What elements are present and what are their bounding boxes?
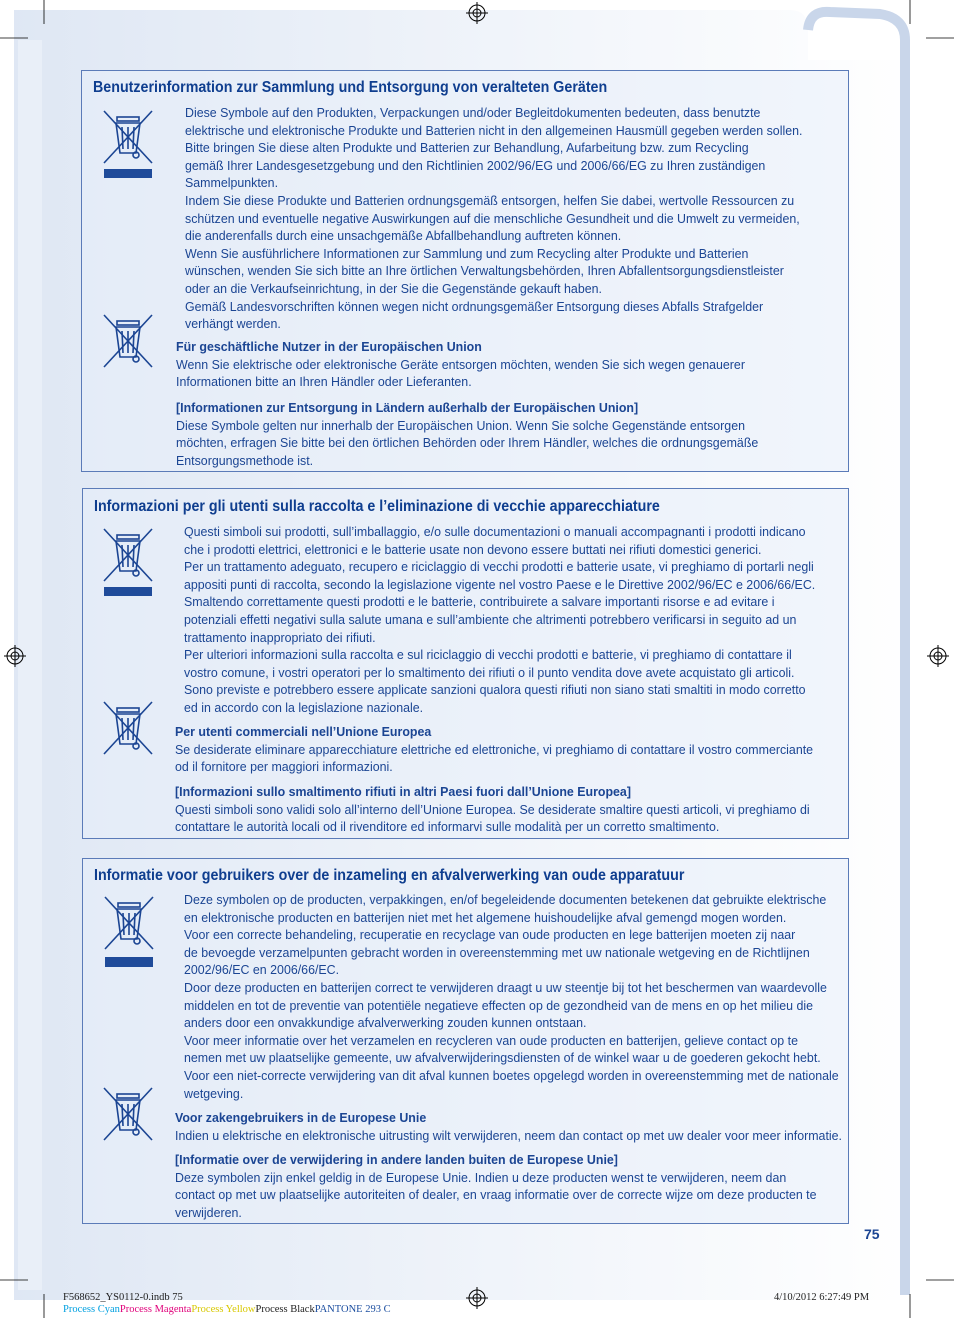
crossed-bin-icon — [100, 107, 158, 179]
process-color-label: Process Black — [255, 1304, 315, 1315]
registration-mark-right — [927, 645, 949, 667]
crossed-bin-icon — [101, 893, 159, 969]
outside-eu-note: [Informationen zur Entsorgung in Ländern außerhalb der Europäischen Union] Diese Symbole gelten nur innerhalb der Europäischen Union. Wenn Sie solche Gegenstände entsorgen möchten, erfragen Sie bitte bei den örtlichen Behörden oder Ihrem Händler, welches die ordnungsgemäße Entsorgungsmethode ist. — [176, 399, 843, 469]
crossed-bin-icon — [100, 311, 158, 373]
registration-mark-top — [466, 2, 488, 24]
crossed-bin-icon — [100, 1084, 158, 1146]
section-heading: Benutzerinformation zur Sammlung und Entsorgung von veralteten Geräten — [93, 79, 608, 96]
section-italian — [82, 488, 849, 839]
business-users-note: Für geschäftliche Nutzer in der Europäischen Union Wenn Sie elektrische oder elektronische Geräte entsorgen möchten, wenden Sie sich wegen genauerer Informationen bitte an Ihren Händler oder Lieferanten. — [176, 338, 843, 391]
section-heading: Informatie voor gebruikers over de inzameling en afvalverwerking van oude apparatuur — [94, 867, 685, 884]
section-body: Questi simboli sui prodotti, sull’imballaggio, e/o sulle documentazioni o manuali accompagnanti i prodotti indicano che i prodotti elettrici, elettronici e le batterie usate non devono essere buttati nei rifiuti domestici generici. Per un trattamento adeguato, recupero e riciclaggio di vecchi prodotti e batterie usate, vi preghiamo di portarli negli appositi punti di raccolta, secondo la legislazione vigente nel vostro Paese e le Direttive 2002/96/EC e 2006/66/EC. Smaltendo correttamente questi prodotti e le batterie, contribuirete a salvare importanti risorse e ad evitare i potenziali effetti negativi sulla salute umana e sull’ambiente che altrimenti potrebbero verificarsi in seguito ad un trattamento inappropriato dei rifiuti. Per ulteriori informazioni sulla raccolta e sul riciclaggio di vecchi prodotti e batterie, vi preghiamo di contattare il vostro comune, i vostri operatori per lo smaltimento dei rifiuti o il punto vendita dove avete acquistato gli articoli. Sono previste e potrebbero essere applicate sanzioni qualora questi rifiuti non siano stati smaltiti in modo corretto ed in accordo con la legislazione nazionale. — [184, 524, 816, 715]
business-users-note: Voor zakengebruikers in de Europese Unie Indien u elektrische en elektronische uitrusting wilt verwijderen, neem dan contact op met uw dealer voor meer informatie. — [175, 1110, 842, 1143]
subheading: Per utenti commerciali nell’Unione Europea — [175, 724, 432, 739]
outside-eu-note: [Informatie over de verwijdering in andere landen buiten de Europese Unie] Deze symbolen zijn enkel geldig in de Europese Unie. Indien u deze producten wenst te verwijderen, neem dan contact op met uw plaatselijke autoriteiten of dealer, en vraag informatie over de correcte wijze om deze producten te verwijderen. — [175, 1151, 842, 1221]
business-users-note: Per utenti commerciali nell’Unione Europea Se desiderate eliminare apparecchiature elettriche ed elettroniche, vi preghiamo di contattare il vostro commerciante od il fornitore per maggiori informazioni. — [175, 723, 842, 776]
footer-process-colors — [63, 1304, 391, 1315]
page-number: 75 — [864, 1226, 880, 1242]
crossed-bin-icon — [100, 698, 158, 760]
outside-eu-note: [Informazioni sullo smaltimento rifiuti in altri Paesi fuori dall’Unione Europea] Questi simboli sono validi solo all’interno dell’Unione Europea. Se desiderate smaltire questi articoli, vi preghiamo di contattare le autorità locali od il rivenditore ed informarvi sulle modalità per un corretto smaltimento. — [175, 783, 842, 836]
crossed-bin-icon — [100, 525, 158, 597]
section-body: Deze symbolen op de producten, verpakkingen, en/of begeleidende documenten betekenen dat gebruikte elektrische en elektronische producten en batterijen niet met het algemene huishoudelijke afval gemengd mogen worden. Voor een correcte behandeling, recuperatie en recyclage van oude producten en lege batterijen moeten zij naar de bevoegde verzamelpunten gebracht worden in overeenstemming met uw nationale wetgeving en de Richtlijnen 2002/96/EC en 2006/66/EC. Door deze producten en batterijen correct te verwijderen draagt u uw steentje bij tot het beschermen van waardevolle middelen en tot de preventie van potentiële negatieve effecten op de gezondheid van de mens en op het milieu die anders door een onvakkundige afvalverwerking zouden kunnen ontstaan. Voor meer informatie over het verzamelen en recycleren van oude producten en batterijen, gelieve contact op te nemen met uw plaatselijke gemeente, uw afvalverwijderingsdiensten of de winkel waar u de goederen gekocht hebt. Voor een niet-correcte verwijdering van dit afval kunnen boetes opgelegd worden in overeenstemming met de nationale wetgeving. — [184, 892, 839, 1101]
subheading: [Informationen zur Entsorgung in Ländern außerhalb der Europäischen Union] — [176, 400, 639, 415]
subheading: Voor zakengebruikers in de Europese Unie — [175, 1110, 427, 1125]
registration-mark-bottom — [466, 1287, 488, 1309]
section-heading: Informazioni per gli utenti sulla raccolta e l’eliminazione di vecchie apparecchiature — [94, 498, 660, 515]
process-color-label: Process Magenta — [119, 1304, 192, 1315]
subheading: [Informazioni sullo smaltimento rifiuti in altri Paesi fuori dall’Unione Europea] — [175, 784, 631, 799]
registration-mark-left — [4, 645, 26, 667]
footer-file-info: F568652_YS0112-0.indb 75 — [63, 1292, 183, 1303]
section-body: Diese Symbole auf den Produkten, Verpackungen und/oder Begleitdokumenten bedeuten, dass benutzte elektrische und elektronische Produkte und Batterien nicht in den allgemeinen Hausmüll gegeben werden sollen. Bitte bringen Sie diese alten Produkte und Batterien zur Behandlung, Aufarbeitung bzw. zum Recycling gemäß Ihrer Landesgesetzgebung und den Richtlinien 2002/96/EG und 2006/66/EG zu Ihren zuständigen Sammelpunkten. Indem Sie diese Produkte und Batterien ordnungsgemäß entsorgen, helfen Sie dabei, wertvolle Ressourcen zu schützen und eventuelle negative Auswirkungen auf die menschliche Gesundheit und die Umwelt zu vermeiden, die anderenfalls durch eine unsachgemäße Abfallbehandlung auftreten können. Wenn Sie ausführlichere Informationen zur Sammlung und zum Recycling alter Produkte und Batterien wünschen, wenden Sie sich bitte an Ihre örtlichen Verwaltungsbehörden, Ihren Abfallentsorgungsdienstleister oder an die Verkaufseinrichtung, in der Sie die Gegenstände gekauft haben. Gemäß Landesvorschriften können wegen nicht ordnungsgemäßer Entsorgung dieses Abfalls Strafgelder verhängt werden. — [185, 105, 803, 332]
subheading: Für geschäftliche Nutzer in der Europäischen Union — [176, 339, 482, 354]
section-dutch — [82, 858, 849, 1224]
footer-timestamp: 4/10/2012 6:27:49 PM — [774, 1292, 870, 1303]
process-color-label: Process Cyan — [63, 1304, 120, 1315]
subheading: [Informatie over de verwijdering in andere landen buiten de Europese Unie] — [175, 1152, 618, 1167]
section-german — [81, 70, 849, 472]
process-color-label: PANTONE 293 C — [314, 1304, 391, 1315]
process-color-label: Process Yellow — [191, 1304, 256, 1315]
